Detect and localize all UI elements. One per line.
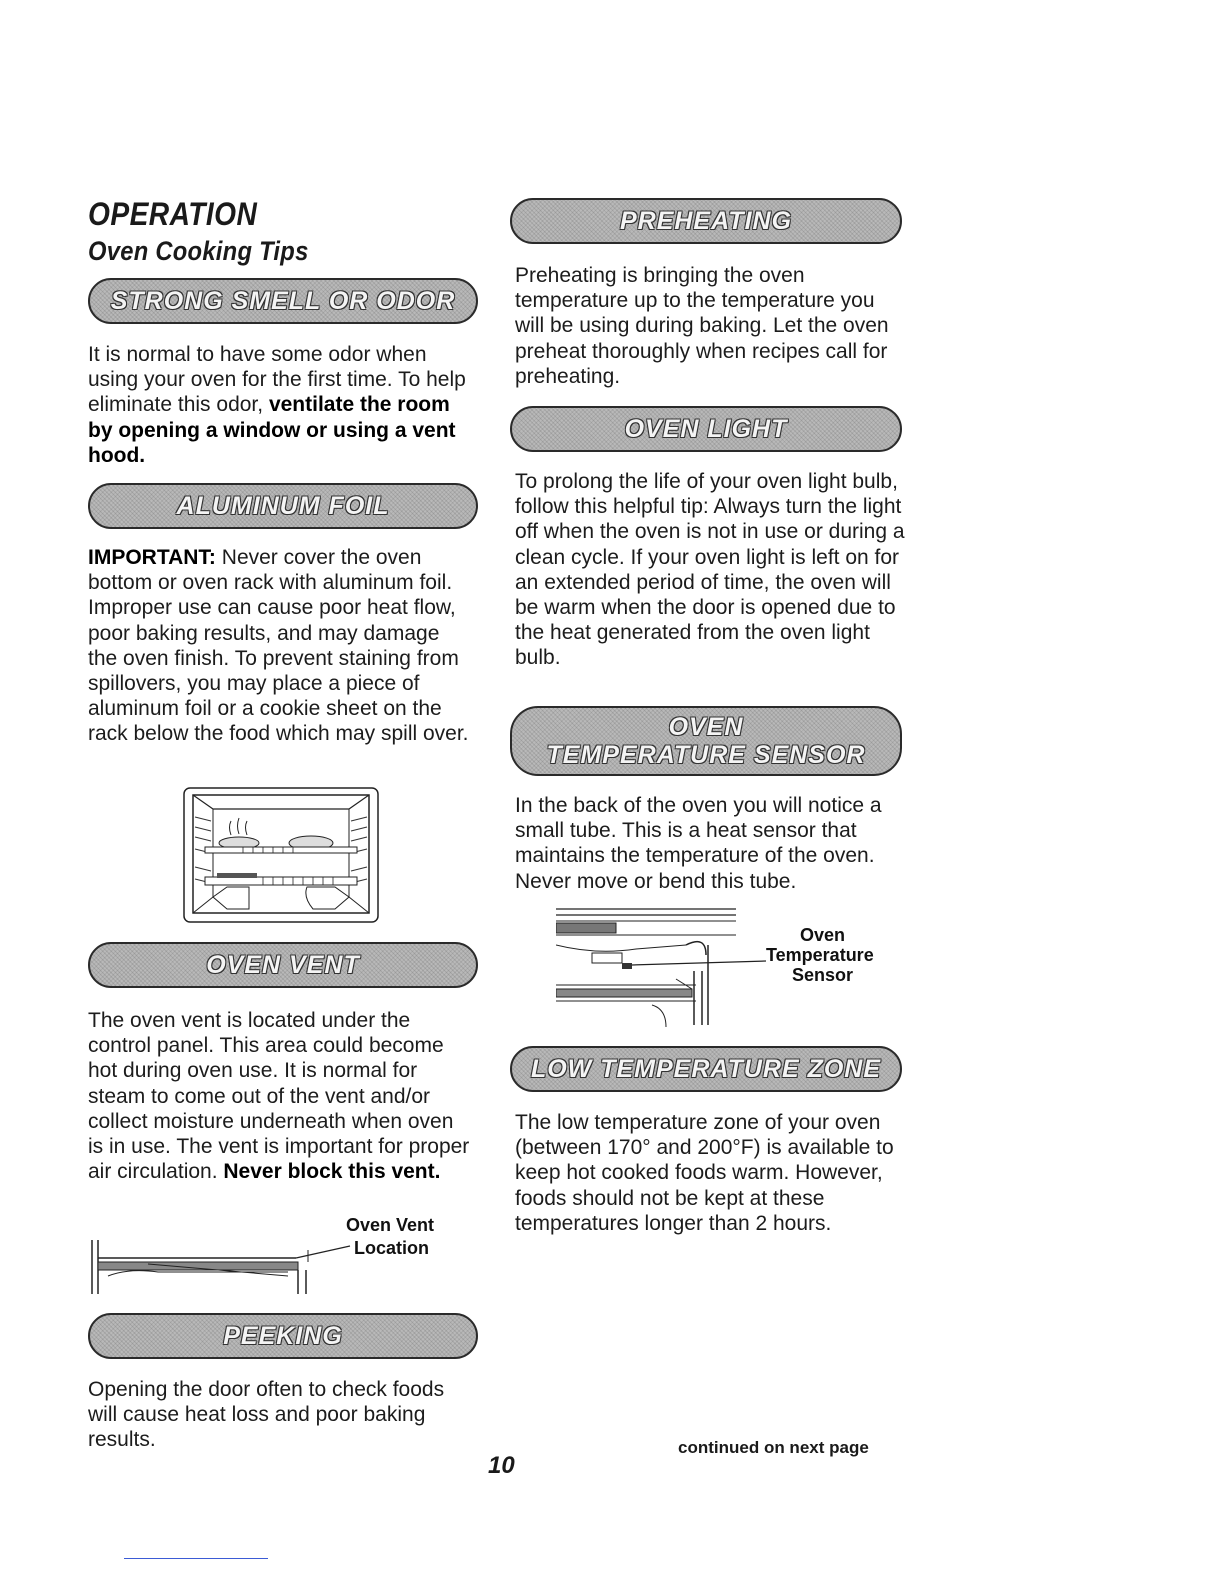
oven-vent-text-bold: Never block this vent. (223, 1160, 441, 1184)
aluminum-foil-text (88, 545, 473, 747)
footer-rule (124, 1558, 268, 1559)
aluminum-foil-heading: ALUMINUM FOIL (176, 492, 390, 520)
temp-sensor-banner (510, 706, 902, 776)
oven-vent-text (88, 1008, 473, 1184)
preheating-text: Preheating is bringing the oven temperature up to the temperature you will be using during baking. Let the oven preheat thoroughly when recipes call for preheating. (515, 264, 889, 388)
temp-sensor-text: In the back of the oven you will notice a small tube. This is a heat sensor that maintains the temperature of the oven. Never move or bend this tube. (515, 794, 882, 893)
oven-vent-heading: OVEN VENT (206, 951, 360, 979)
low-temp-zone-banner (510, 1046, 902, 1092)
low-temp-zone-text: The low temperature zone of your oven (between 170° and 200°F) is available to keep hot cooked foods warm. However, foods should not be kept at these temperatures longer than 2 hours. (515, 1111, 894, 1235)
preheating-banner (510, 198, 902, 244)
oven-light-heading: OVEN LIGHT (624, 415, 788, 443)
oven-vent-figure-label-1: Oven Vent (346, 1215, 435, 1235)
temp-sensor-figure-label-2: Temperature (766, 945, 874, 965)
temp-sensor-illustration (556, 905, 772, 1029)
oven-vent-figure-label-2: Location (354, 1238, 429, 1258)
oven-interior-illustration (183, 787, 379, 923)
continued-note: continued on next page (678, 1438, 869, 1457)
temp-sensor-heading-line1: OVEN (668, 713, 744, 741)
peeking-text: Opening the door often to check foods will cause heat loss and poor baking results. (88, 1378, 445, 1452)
preheating-heading: PREHEATING (619, 207, 793, 235)
temp-sensor-heading-line2: TEMPERATURE SENSOR (546, 741, 866, 769)
oven-vent-text-plain: The oven vent is located under the control panel. This area could become hot during oven use. It is normal for steam to come out of the vent and/or collect moisture underneath when oven is in use. The vent is important for proper air circulation. (88, 1009, 470, 1184)
page-subtitle: Oven Cooking Tips (88, 236, 309, 266)
temp-sensor-figure-label-3: Sensor (792, 965, 854, 985)
oven-light-text: To prolong the life of your oven light bulb, follow this helpful tip: Always turn the light off when the oven is not in use or during a clean cycle. If your oven light is left on for an extended period of time, the oven will be warm when the door is opened due to the heat generated from the oven light bulb. (515, 470, 905, 670)
strong-smell-text-plain: It is normal to have some odor when using your oven for the first time. To help eliminate this odor, (88, 343, 466, 417)
strong-smell-banner (88, 278, 478, 324)
oven-light-banner (510, 406, 902, 452)
page-number: 10 (488, 1452, 515, 1479)
strong-smell-text-bold: ventilate the room by opening a window or using a vent hood. (88, 393, 456, 467)
aluminum-foil-banner (88, 483, 478, 529)
peeking-heading: PEEKING (223, 1322, 343, 1350)
strong-smell-heading: STRONG SMELL OR ODOR (110, 287, 456, 315)
oven-vent-illustration (88, 1238, 353, 1296)
oven-vent-banner (88, 942, 478, 988)
page-title: OPERATION (88, 196, 258, 232)
aluminum-foil-important: IMPORTANT: (88, 546, 216, 569)
aluminum-foil-text-plain: Never cover the oven bottom or oven rack with aluminum foil. Improper use can cause poor heat flow, poor baking results, and may damage the oven finish. To prevent staining from spillovers, you may place a piece of aluminum foil or a cookie sheet on the rack below the food which may spill over. (88, 546, 469, 746)
peeking-banner (88, 1313, 478, 1359)
temp-sensor-figure-label-1: Oven (800, 925, 846, 945)
strong-smell-text (88, 342, 473, 468)
low-temp-zone-heading: LOW TEMPERATURE ZONE (530, 1055, 882, 1083)
temp-sensor-heading (547, 713, 866, 769)
